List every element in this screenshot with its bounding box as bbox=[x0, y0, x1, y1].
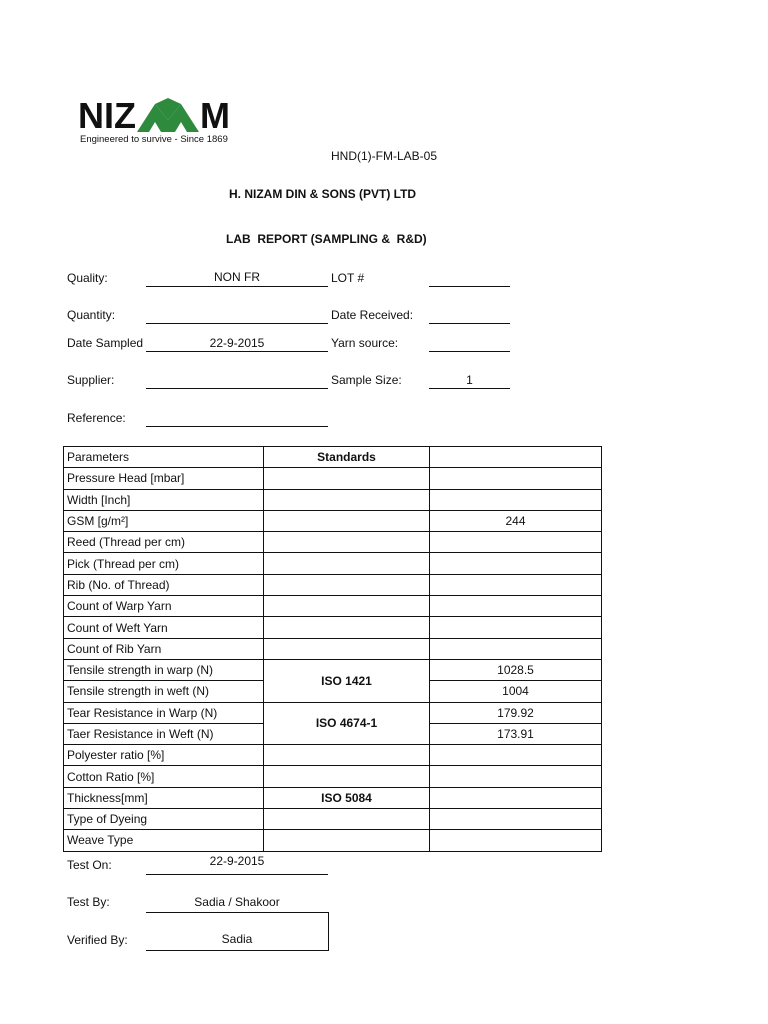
parameter-cell: Tensile strength in weft (N) bbox=[64, 681, 264, 702]
parameter-cell: Count of Warp Yarn bbox=[64, 596, 264, 617]
result-cell bbox=[430, 532, 602, 553]
result-cell bbox=[430, 553, 602, 574]
table-row bbox=[64, 638, 602, 659]
result-cell: 1004 bbox=[430, 681, 602, 702]
standard-cell bbox=[264, 638, 430, 659]
result-cell bbox=[430, 787, 602, 808]
logo-wordmark bbox=[78, 94, 230, 138]
parameter-cell: Count of Rib Yarn bbox=[64, 638, 264, 659]
table-row bbox=[64, 574, 602, 595]
table-row bbox=[64, 617, 602, 638]
parameter-cell: Reed (Thread per cm) bbox=[64, 532, 264, 553]
quality-underline bbox=[146, 286, 328, 287]
parameter-cell: Type of Dyeing bbox=[64, 809, 264, 830]
standard-cell bbox=[264, 574, 430, 595]
date-received-underline bbox=[429, 323, 510, 324]
standard-cell bbox=[264, 553, 430, 574]
supplier-underline bbox=[146, 388, 328, 389]
result-cell bbox=[430, 830, 602, 851]
date-sampled-label: Date Sampled bbox=[67, 336, 144, 350]
sample-size-label: Sample Size: bbox=[331, 373, 402, 387]
quantity-label: Quantity: bbox=[67, 308, 116, 322]
sample-size-value: 1 bbox=[466, 373, 473, 387]
yarn-source-underline bbox=[429, 351, 510, 352]
result-cell bbox=[430, 766, 602, 787]
table-row bbox=[64, 659, 602, 680]
date-sampled-value: 22-9-2015 bbox=[209, 336, 265, 350]
test-on-underline bbox=[146, 874, 328, 875]
logo-mountain-icon bbox=[137, 98, 199, 132]
standard-cell bbox=[264, 510, 430, 531]
result-cell: 1028.5 bbox=[430, 659, 602, 680]
result-cell bbox=[430, 468, 602, 489]
table-row bbox=[64, 468, 602, 489]
parameter-cell: Weave Type bbox=[64, 830, 264, 851]
result-cell bbox=[430, 574, 602, 595]
logo-tagline: Engineered to survive - Since 1869 bbox=[80, 134, 228, 145]
reference-underline bbox=[146, 426, 328, 427]
report-title: LAB REPORT (SAMPLING & R&D) bbox=[226, 232, 427, 246]
test-by-value: Sadia / Shakoor bbox=[194, 895, 280, 909]
supplier-label: Supplier: bbox=[67, 373, 115, 387]
table-row bbox=[64, 830, 602, 851]
quality-label: Quality: bbox=[67, 271, 108, 285]
lot-label: LOT # bbox=[331, 271, 365, 285]
header-standards: Standards bbox=[264, 447, 430, 468]
result-cell bbox=[430, 638, 602, 659]
table-row bbox=[64, 510, 602, 531]
table-row bbox=[64, 809, 602, 830]
standard-cell: ISO 1421 bbox=[264, 659, 430, 702]
result-cell bbox=[430, 745, 602, 766]
result-cell: 179.92 bbox=[430, 702, 602, 723]
verified-by-label: Verified By: bbox=[67, 933, 128, 947]
verified-by-value: Sadia bbox=[221, 932, 253, 946]
parameter-cell: Pressure Head [mbar] bbox=[64, 468, 264, 489]
sample-size-underline bbox=[429, 388, 510, 389]
quality-value: NON FR bbox=[214, 270, 260, 284]
company-logo bbox=[78, 94, 268, 150]
table-row bbox=[64, 553, 602, 574]
standard-cell bbox=[264, 532, 430, 553]
test-by-label: Test By: bbox=[67, 895, 110, 909]
logo-word-right: M bbox=[200, 95, 230, 136]
table-row bbox=[64, 532, 602, 553]
parameter-cell: Tear Resistance in Warp (N) bbox=[64, 702, 264, 723]
standard-cell bbox=[264, 468, 430, 489]
company-name: H. NIZAM DIN & SONS (PVT) LTD bbox=[229, 187, 417, 201]
result-cell bbox=[430, 617, 602, 638]
table-row bbox=[64, 702, 602, 723]
parameter-cell: Thickness[mm] bbox=[64, 787, 264, 808]
standard-cell bbox=[264, 596, 430, 617]
standard-cell bbox=[264, 617, 430, 638]
parameter-cell: Cotton Ratio [%] bbox=[64, 766, 264, 787]
test-on-value: 22-9-2015 bbox=[209, 854, 265, 868]
quantity-underline bbox=[146, 323, 328, 324]
date-sampled-underline bbox=[146, 351, 328, 352]
header-result bbox=[430, 447, 602, 468]
table-row bbox=[64, 596, 602, 617]
parameter-cell: Tensile strength in warp (N) bbox=[64, 659, 264, 680]
standard-cell: ISO 5084 bbox=[264, 787, 430, 808]
parameters-table bbox=[63, 446, 602, 852]
test-on-label: Test On: bbox=[67, 858, 112, 872]
lot-underline bbox=[429, 286, 510, 287]
standard-cell bbox=[264, 489, 430, 510]
document-code: HND(1)-FM-LAB-05 bbox=[331, 149, 438, 163]
header-parameters: Parameters bbox=[64, 447, 264, 468]
parameter-cell: GSM [g/m²] bbox=[64, 510, 264, 531]
logo-word-left: NIZ bbox=[78, 95, 136, 136]
table-row bbox=[64, 489, 602, 510]
parameter-cell: Polyester ratio [%] bbox=[64, 745, 264, 766]
parameter-cell: Taer Resistance in Weft (N) bbox=[64, 723, 264, 744]
parameter-cell: Width [Inch] bbox=[64, 489, 264, 510]
parameter-cell: Rib (No. of Thread) bbox=[64, 574, 264, 595]
standard-cell bbox=[264, 745, 430, 766]
standard-cell bbox=[264, 766, 430, 787]
reference-label: Reference: bbox=[67, 411, 126, 425]
table-row bbox=[64, 766, 602, 787]
standard-cell bbox=[264, 809, 430, 830]
result-cell: 173.91 bbox=[430, 723, 602, 744]
parameter-cell: Pick (Thread per cm) bbox=[64, 553, 264, 574]
table-header-row bbox=[64, 447, 602, 468]
standard-cell: ISO 4674-1 bbox=[264, 702, 430, 745]
table-row bbox=[64, 745, 602, 766]
result-cell bbox=[430, 596, 602, 617]
result-cell: 244 bbox=[430, 510, 602, 531]
yarn-source-label: Yarn source: bbox=[331, 336, 399, 350]
result-cell bbox=[430, 489, 602, 510]
parameter-cell: Count of Weft Yarn bbox=[64, 617, 264, 638]
result-cell bbox=[430, 809, 602, 830]
date-received-label: Date Received: bbox=[331, 308, 414, 322]
standard-cell bbox=[264, 830, 430, 851]
table-row bbox=[64, 787, 602, 808]
